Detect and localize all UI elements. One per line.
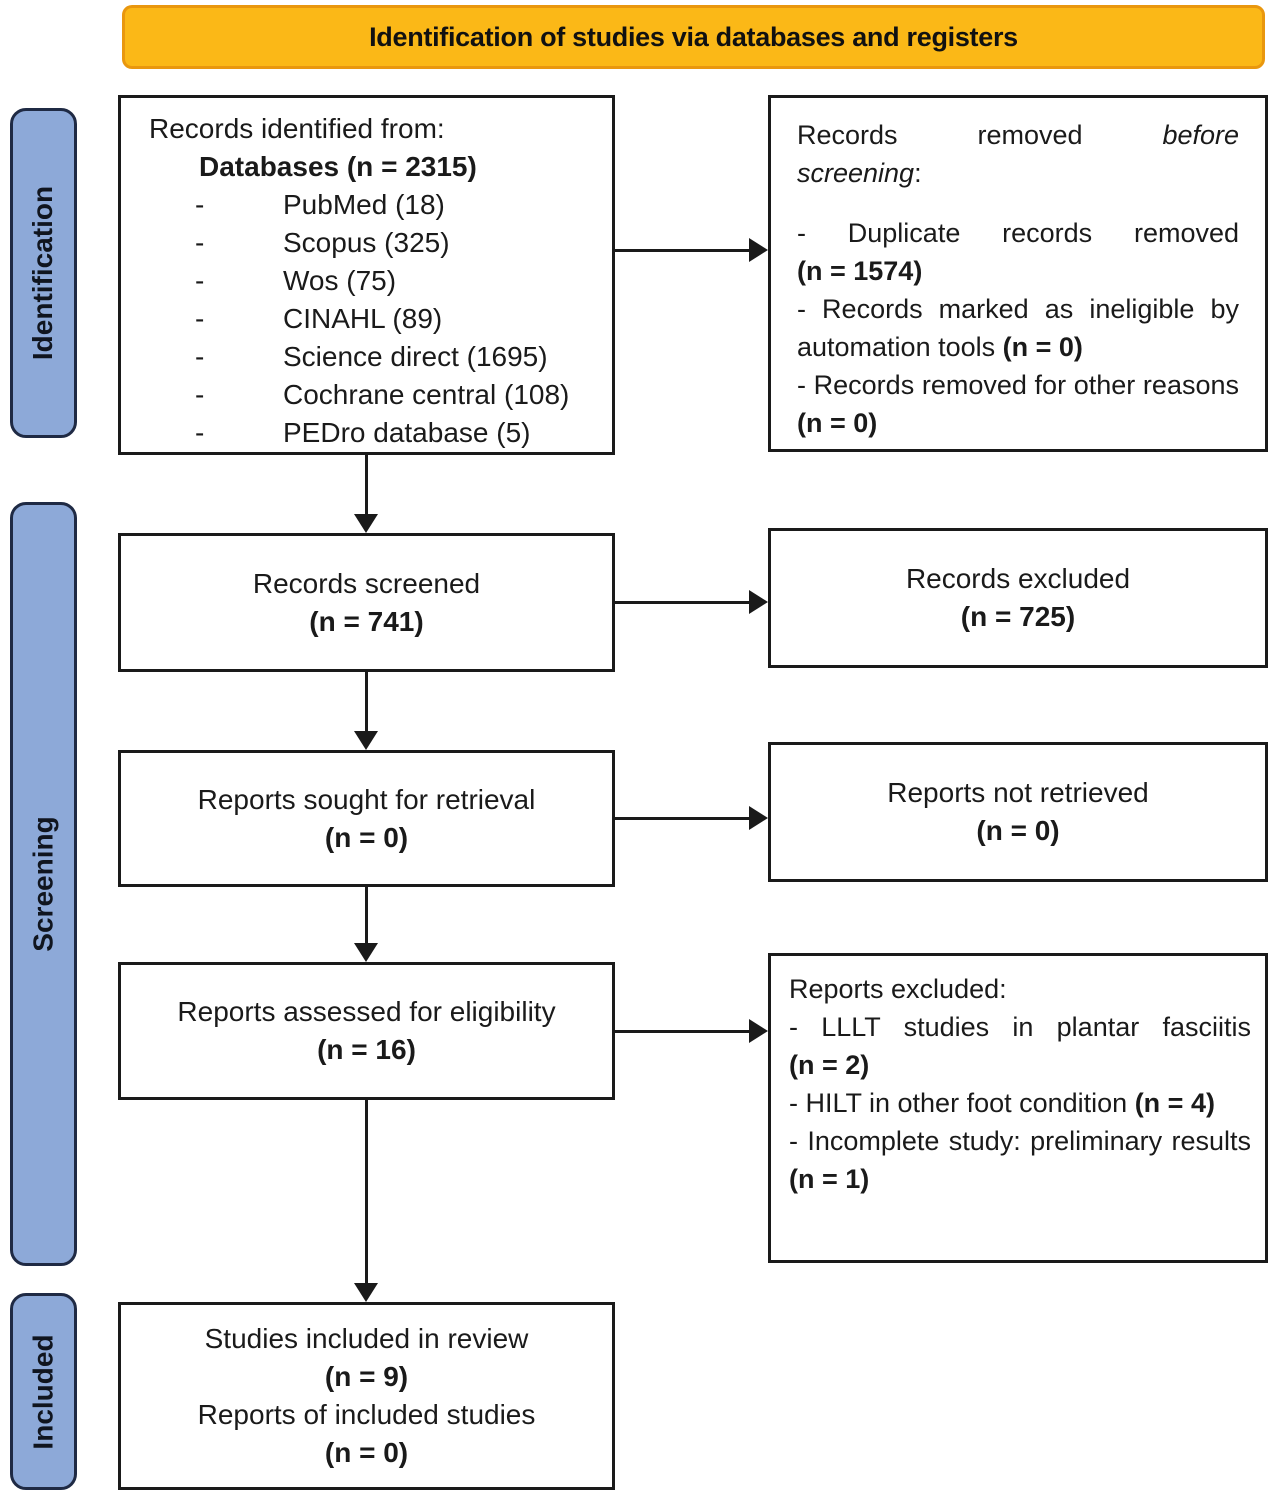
arrow-right-assessed-to-excluded-icon xyxy=(615,1019,768,1043)
stage-label-included xyxy=(10,1293,77,1490)
arrow-right-sought-to-not-retrieved-icon xyxy=(615,806,768,830)
excluded-reason-incomplete xyxy=(789,1122,1251,1198)
diagram-title-banner xyxy=(122,5,1265,69)
database-source-wos: Wos (75) xyxy=(283,265,397,296)
arrow-line xyxy=(615,601,749,604)
removed-reason-automation-count: (n = 0) xyxy=(1002,332,1083,362)
box-records-identified xyxy=(118,95,615,455)
arrow-right-screened-to-excluded-icon xyxy=(615,590,768,614)
bullet-dash: - xyxy=(195,227,205,258)
bullet-dash: - xyxy=(195,265,205,296)
arrow-line xyxy=(615,249,749,252)
records-removed-intro-plain: Records removed xyxy=(797,120,1163,150)
bullet-dash: - xyxy=(195,303,205,334)
bullet-dash: - xyxy=(195,341,205,372)
box-reports-not-retrieved xyxy=(768,742,1268,882)
database-source-cochrane: Cochrane central (108) xyxy=(283,379,570,410)
removed-reason-duplicates xyxy=(797,214,1239,290)
removed-reason-duplicates-text: - Duplicate records removed xyxy=(797,218,1239,248)
reports-excluded-intro: Reports excluded: xyxy=(789,974,1007,1004)
database-source-item xyxy=(149,376,594,414)
arrow-line xyxy=(365,455,368,514)
arrow-head xyxy=(354,943,378,962)
arrow-down-screened-to-sought-icon xyxy=(354,672,378,750)
reports-assessed-label: Reports assessed for eligibility xyxy=(177,996,556,1027)
records-excluded-count: (n = 725) xyxy=(960,601,1076,632)
database-source-cinahl: CINAHL (89) xyxy=(283,303,443,334)
arrow-head xyxy=(749,238,768,262)
database-source-item xyxy=(149,186,594,224)
bullet-dash: - xyxy=(195,417,205,448)
arrow-head xyxy=(749,1019,768,1043)
database-source-item xyxy=(149,414,594,452)
reports-not-retrieved-count: (n = 0) xyxy=(976,815,1060,846)
database-source-pedro: PEDro database (5) xyxy=(283,417,531,448)
arrow-head xyxy=(749,806,768,830)
diagram-title: Identification of studies via databases and registers xyxy=(369,21,1018,52)
stage-label-screening xyxy=(10,502,77,1266)
database-source-item xyxy=(149,300,594,338)
records-removed-intro xyxy=(797,116,1239,192)
records-screened-count: (n = 741) xyxy=(309,605,424,637)
database-source-pubmed: PubMed (18) xyxy=(283,189,445,220)
studies-included-label: Studies included in review xyxy=(204,1323,529,1354)
database-source-item xyxy=(149,262,594,300)
arrow-head xyxy=(354,1283,378,1302)
removed-reason-automation xyxy=(797,290,1239,366)
reports-not-retrieved-label: Reports not retrieved xyxy=(887,777,1149,808)
database-source-scopus: Scopus (325) xyxy=(283,227,450,258)
excluded-reason-lllt-text: - LLLT studies in plantar fasciitis xyxy=(789,1012,1251,1042)
stage-label-included-text: Included xyxy=(27,1333,59,1450)
database-source-item xyxy=(149,224,594,262)
stage-label-screening-text: Screening xyxy=(27,816,59,952)
records-excluded-label: Records excluded xyxy=(905,563,1131,594)
excluded-reason-hilt-text: - HILT in other foot condition xyxy=(789,1088,1135,1118)
arrow-down-identified-to-screened-icon xyxy=(354,455,378,533)
stage-label-identification-text: Identification xyxy=(27,185,59,361)
reports-included-label: Reports of included studies xyxy=(197,1399,536,1430)
excluded-reason-hilt xyxy=(789,1084,1251,1122)
records-removed-intro-italic: before screening xyxy=(797,120,1239,188)
records-identified-intro: Records identified from: xyxy=(149,113,445,144)
arrow-head xyxy=(749,590,768,614)
arrow-right-identified-to-removed-icon xyxy=(615,238,768,262)
studies-included-count: (n = 9) xyxy=(324,1361,409,1392)
arrow-head xyxy=(354,514,378,533)
arrow-down-sought-to-assessed-icon xyxy=(354,887,378,962)
arrow-down-assessed-to-included-icon xyxy=(354,1100,378,1302)
box-reports-sought xyxy=(118,750,615,887)
reports-assessed-count: (n = 16) xyxy=(317,1034,416,1065)
arrow-head xyxy=(354,731,378,750)
arrow-line xyxy=(365,1100,368,1283)
reports-included-count: (n = 0) xyxy=(324,1437,409,1468)
databases-count-label: Databases (n = 2315) xyxy=(199,151,477,182)
database-source-sciencedirect: Science direct (1695) xyxy=(283,341,548,372)
reports-sought-label: Reports sought for retrieval xyxy=(197,783,536,815)
arrow-line xyxy=(615,817,749,820)
records-screened-label: Records screened xyxy=(252,567,481,599)
box-reports-excluded xyxy=(768,953,1268,1263)
box-studies-included xyxy=(118,1302,615,1490)
removed-reason-duplicates-count: (n = 1574) xyxy=(797,256,923,286)
bullet-dash: - xyxy=(195,379,205,410)
arrow-line xyxy=(365,887,368,943)
removed-reason-other-count: (n = 0) xyxy=(797,408,878,438)
box-records-screened xyxy=(118,533,615,672)
reports-sought-count: (n = 0) xyxy=(324,821,409,853)
arrow-line xyxy=(615,1030,749,1033)
arrow-line xyxy=(365,672,368,731)
box-records-removed xyxy=(768,95,1268,452)
bullet-dash: - xyxy=(195,189,205,220)
records-removed-intro-colon: : xyxy=(914,158,922,188)
excluded-reason-hilt-count: (n = 4) xyxy=(1134,1088,1215,1118)
box-reports-assessed xyxy=(118,962,615,1100)
database-source-item xyxy=(149,338,594,376)
excluded-reason-incomplete-count: (n = 1) xyxy=(789,1164,870,1194)
stage-label-identification xyxy=(10,108,77,438)
excluded-reason-lllt xyxy=(789,1008,1251,1084)
removed-reason-other xyxy=(797,366,1239,442)
removed-reason-automation-text: - Records marked as ineligible by automation tools xyxy=(797,294,1239,362)
excluded-reason-lllt-count: (n = 2) xyxy=(789,1050,870,1080)
excluded-reason-incomplete-text: - Incomplete study: preliminary results xyxy=(789,1126,1251,1156)
removed-reason-other-text: - Records removed for other reasons xyxy=(797,370,1239,400)
box-records-excluded xyxy=(768,528,1268,668)
